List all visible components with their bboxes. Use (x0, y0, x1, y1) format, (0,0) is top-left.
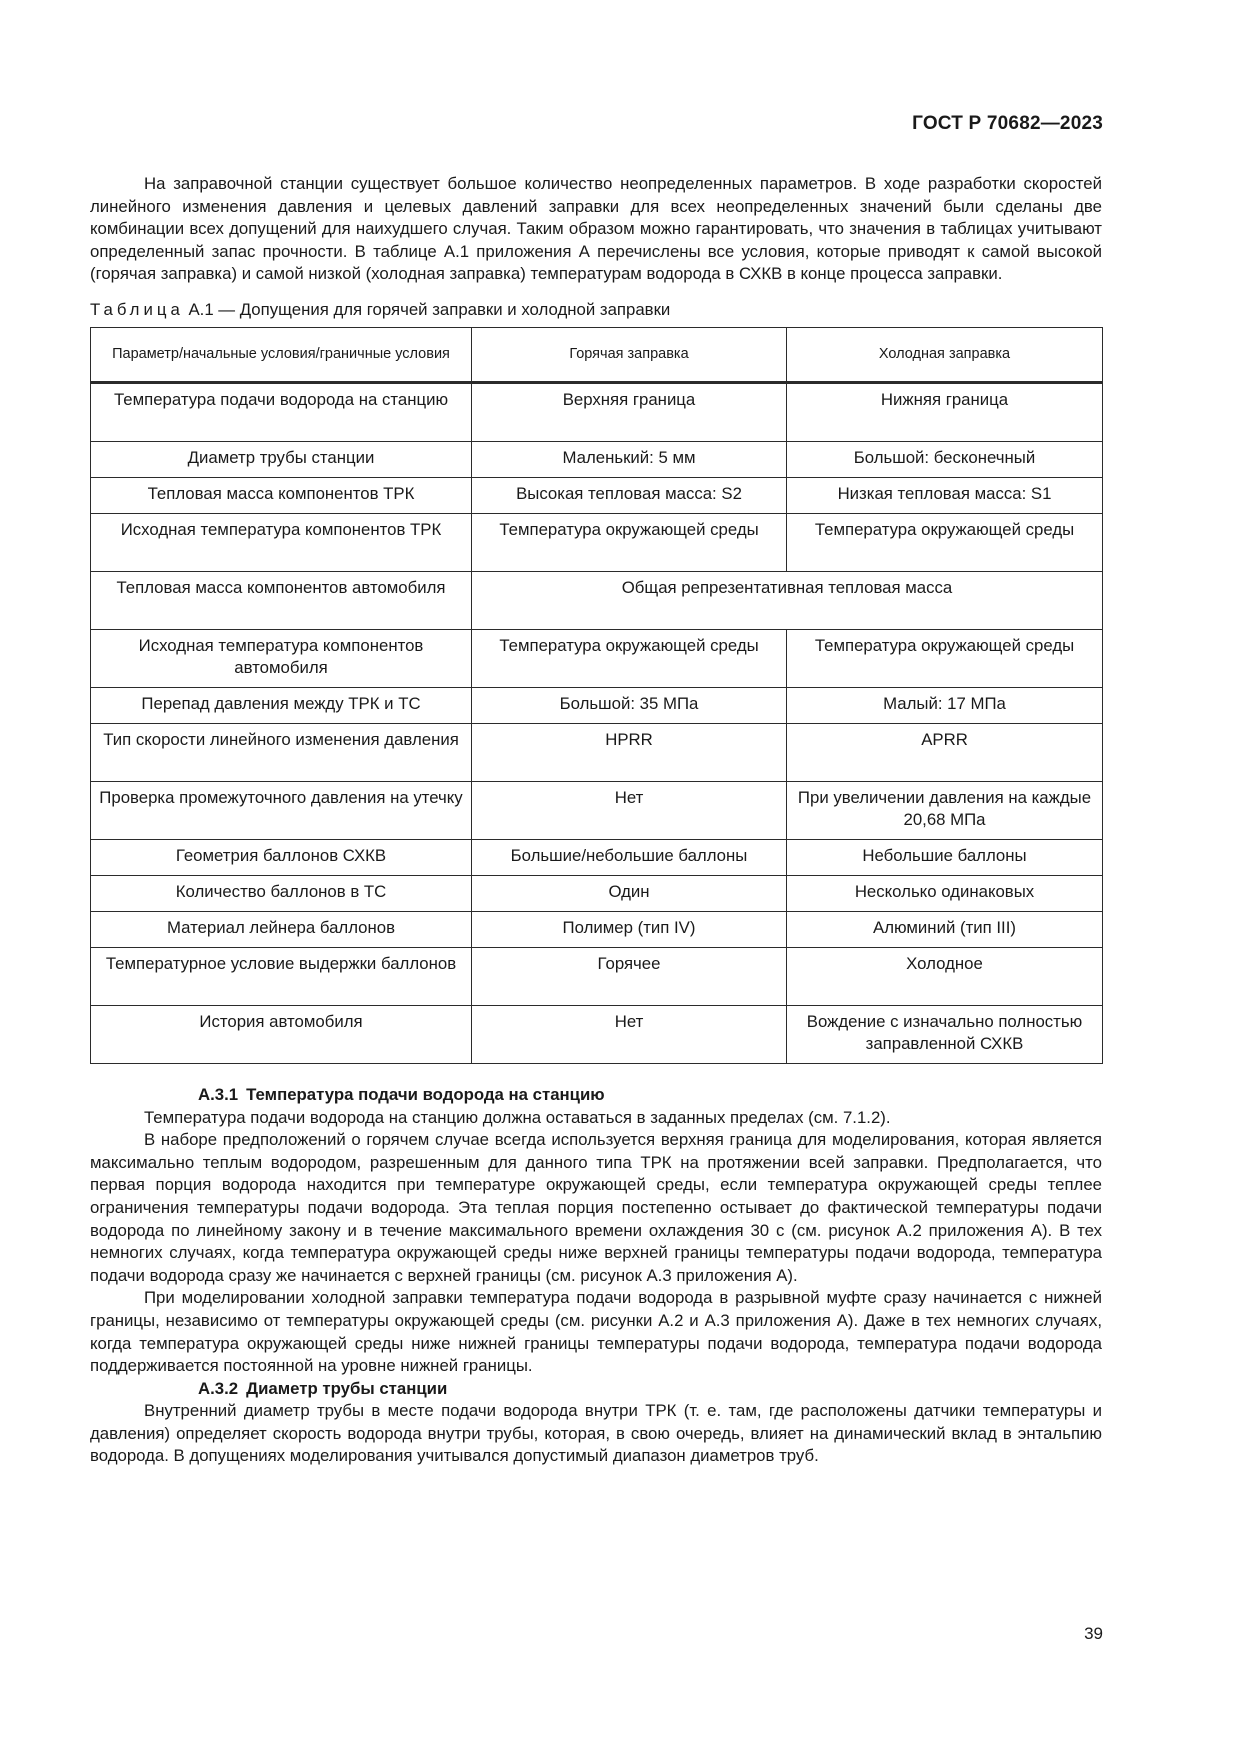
table-cell: Материал лейнера баллонов (91, 911, 472, 947)
table-cell: Малый: 17 МПа (787, 687, 1103, 723)
table-row (91, 477, 1103, 513)
table-cell: Верхняя граница (472, 382, 787, 441)
table-row (91, 839, 1103, 875)
table-cell: Горячее (472, 947, 787, 1005)
table-cell: Маленький: 5 мм (472, 441, 787, 477)
table-cell: APRR (787, 723, 1103, 781)
table-cell: Вождение с изначально полностью заправленной СХКВ (787, 1005, 1103, 1063)
table-cell: Тепловая масса компонентов ТРК (91, 477, 472, 513)
table-cell: Количество баллонов в ТС (91, 875, 472, 911)
table-cell: Температура окружающей среды (472, 629, 787, 687)
table-cell: Температура окружающей среды (787, 513, 1103, 571)
table-cell: Несколько одинаковых (787, 875, 1103, 911)
table-cell: HPRR (472, 723, 787, 781)
table-cell: Полимер (тип IV) (472, 911, 787, 947)
table-row (91, 947, 1103, 1005)
section-a31-paragraph: Температура подачи водорода на станцию должна оставаться в заданных пределах (см. 7.1.2). (144, 1107, 891, 1127)
header-parameter: Параметр/начальные условия/граничные условия (91, 327, 472, 382)
table-cell: Геометрия баллонов СХКВ (91, 839, 472, 875)
section-a32-heading (90, 1378, 1102, 1401)
section-a32-paragraph: Внутренний диаметр трубы в месте подачи водорода внутри ТРК (т. е. там, где расположены датчики температуры и давления) определяет скорость водорода внутри трубы, которая, в свою очередь, влияет на динамический вклад в энтальпию водорода. В допущениях моделирования учитывался допустимый диапазон диаметров труб. (90, 1401, 1102, 1466)
section-a31-paragraph: При моделировании холодной заправки температура подачи водорода в разрывной муфте сразу начинается с нижней границы, независимо от температуры окружающей среды (см. рисунки А.2 и А.3 приложения А). Даже в тех немногих случаях, когда температура окружающей среды ниже нижней границы температуры подачи водорода, температура подачи водорода поддерживается постоянной на уровне нижней границы. (90, 1288, 1102, 1376)
table-cell: Тип скорости линейного изменения давления (91, 723, 472, 781)
table-cell: Низкая тепловая масса: S1 (787, 477, 1103, 513)
section-a31 (90, 1084, 1102, 1378)
section-a31-heading (90, 1084, 1102, 1107)
table-cell: Один (472, 875, 787, 911)
page-content (90, 173, 1102, 1468)
table-row (91, 382, 1103, 441)
intro-paragraph: На заправочной станции существует большое количество неопределенных параметров. В ходе разработки скоростей линейного изменения давления и целевых давлений заправки для всех неопределенных значений были сделаны две комбинации всех допущений для наихудшего случая. Таким образом можно гарантировать, что значения в таблицах учитывают определенный запас прочности. В таблице А.1 приложения А перечислены все условия, которые приводят к самой высокой (горячая заправка) и самой низкой (холодная заправка) температурам водорода в СХКВ в конце процесса заправки. (90, 174, 1102, 284)
page-number: 39 (1084, 1624, 1103, 1643)
table-cell: Перепад давления между ТРК и ТС (91, 687, 472, 723)
table-cell: Большой: 35 МПа (472, 687, 787, 723)
table-row (91, 441, 1103, 477)
table-cell-merged: Общая репрезентативная тепловая масса (472, 571, 1103, 629)
table-cell: Исходная температура компонентов автомобиля (91, 629, 472, 687)
header-hot-fill: Горячая заправка (472, 327, 787, 382)
table-row (91, 1005, 1103, 1063)
table-caption (90, 299, 1102, 321)
table-cell: Нет (472, 1005, 787, 1063)
table-row (91, 571, 1103, 629)
table-row (91, 513, 1103, 571)
section-a31-paragraph: В наборе предположений о горячем случае всегда используется верхняя граница для моделирования, которая является максимально теплым водородом, разрешенным для данного типа ТРК на протяжении всей заправки. Предполагается, что первая порция водорода находится при температуре окружающей среды, если температура окружающей среды теплее ограничения температуры подачи водорода. Эта теплая порция постепенно остывает до фактической температуры подачи водорода по линейному закону и в течение максимального времени охлаждения 30 с (см. рисунок А.2 приложения А). В тех немногих случаях, когда температура окружающей среды ниже верхней границы температуры подачи водорода, температура подачи водорода сразу же начинается с верхней границы (см. рисунок А.3 приложения А). (90, 1130, 1102, 1285)
table-cell: При увеличении давления на каждые 20,68 МПа (787, 781, 1103, 839)
header-cold-fill: Холодная заправка (787, 327, 1103, 382)
table-cell: Температура окружающей среды (472, 513, 787, 571)
section-a31-title: Температура подачи водорода на станцию (246, 1084, 605, 1104)
table-caption-label: Таблица (90, 299, 184, 319)
section-a31-number: А.3.1 (198, 1084, 239, 1104)
table-row (91, 911, 1103, 947)
table-cell: Нет (472, 781, 787, 839)
table-cell: История автомобиля (91, 1005, 472, 1063)
document-header: ГОСТ Р 70682—2023 (912, 113, 1103, 134)
table-cell: Температурное условие выдержки баллонов (91, 947, 472, 1005)
table-cell: Высокая тепловая масса: S2 (472, 477, 787, 513)
table-row (91, 875, 1103, 911)
section-a32-title: Диаметр трубы станции (246, 1378, 448, 1398)
table-header-row (91, 327, 1103, 382)
table-cell: Тепловая масса компонентов автомобиля (91, 571, 472, 629)
table-cell: Большие/небольшие баллоны (472, 839, 787, 875)
table-cell: Алюминий (тип III) (787, 911, 1103, 947)
table-cell: Диаметр трубы станции (91, 441, 472, 477)
table-cell: Исходная температура компонентов ТРК (91, 513, 472, 571)
table-caption-text: А.1 — Допущения для горячей заправки и холодной заправки (183, 299, 671, 319)
section-a32 (90, 1378, 1102, 1468)
section-a32-number: А.3.2 (198, 1378, 239, 1398)
table-cell: Температура окружающей среды (787, 629, 1103, 687)
table-cell: Проверка промежуточного давления на утечку (91, 781, 472, 839)
table-cell: Большой: бесконечный (787, 441, 1103, 477)
table-row (91, 687, 1103, 723)
table-row (91, 781, 1103, 839)
table-cell: Холодное (787, 947, 1103, 1005)
assumptions-table (90, 327, 1103, 1064)
table-cell: Нижняя граница (787, 382, 1103, 441)
table-cell: Температура подачи водорода на станцию (91, 382, 472, 441)
table-row (91, 723, 1103, 781)
table-row (91, 629, 1103, 687)
table-cell: Небольшие баллоны (787, 839, 1103, 875)
